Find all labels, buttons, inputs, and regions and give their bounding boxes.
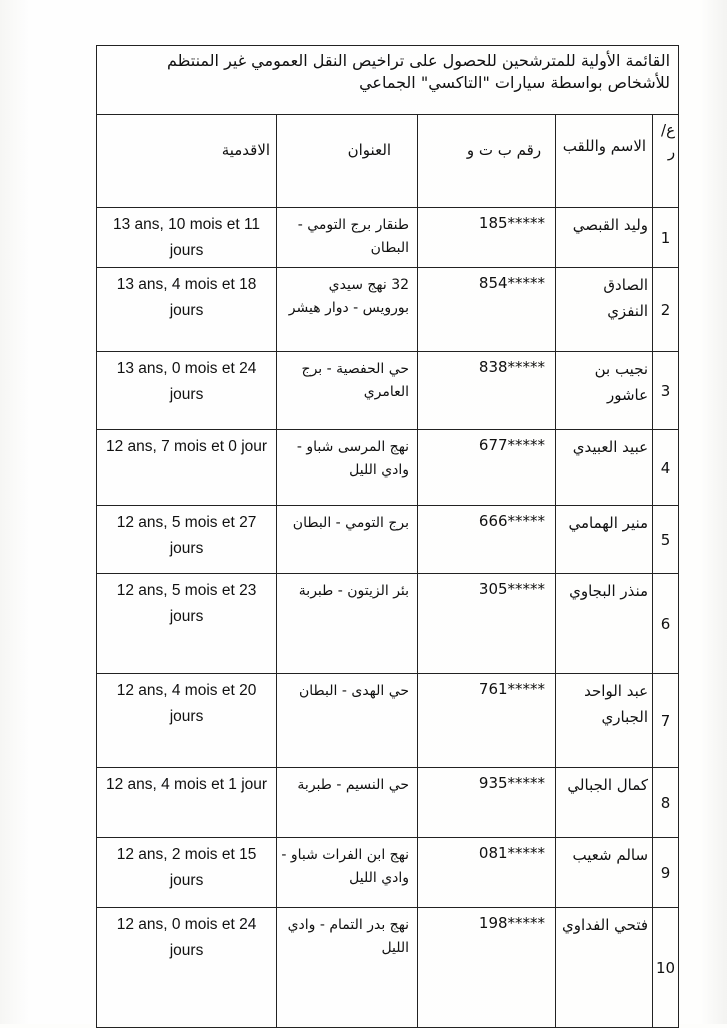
candidate-id	[418, 768, 556, 838]
table-row	[97, 674, 679, 768]
candidate-id-value: 935*****	[478, 774, 546, 792]
row-number: 6	[653, 574, 679, 674]
candidate-id	[418, 674, 556, 768]
header-seniority: الاقدمية	[97, 115, 277, 208]
candidate-address: 32 نهج سيدي بورويس - دوار هيشر	[277, 268, 418, 352]
candidate-id	[418, 506, 556, 574]
candidate-id	[418, 208, 556, 268]
row-number: 4	[653, 430, 679, 506]
candidate-name: نجيب بن عاشور	[556, 352, 653, 430]
table-row	[97, 352, 679, 430]
candidate-seniority: 13 ans, 0 mois et 24 jours	[97, 352, 277, 430]
table-row	[97, 430, 679, 506]
candidate-seniority: 12 ans, 2 mois et 15 jours	[97, 838, 277, 908]
row-number: 5	[653, 506, 679, 574]
candidate-id-value: 081*****	[478, 844, 546, 862]
candidate-id-value: 198*****	[478, 914, 546, 932]
candidate-name: عبد الواحد الجباري	[556, 674, 653, 768]
candidate-id	[418, 268, 556, 352]
candidate-name: منذر البجاوي	[556, 574, 653, 674]
candidate-id	[418, 352, 556, 430]
header-number: ع/ ر	[653, 115, 679, 208]
table-row	[97, 506, 679, 574]
candidate-seniority: 13 ans, 4 mois et 18 jours	[97, 268, 277, 352]
candidate-id-value: 305*****	[478, 580, 546, 598]
row-number: 3	[653, 352, 679, 430]
table-body	[97, 208, 679, 1028]
candidate-name: عبيد العبيدي	[556, 430, 653, 506]
candidate-name: سالم شعيب	[556, 838, 653, 908]
candidate-id-value: 838*****	[478, 358, 546, 376]
candidate-id-value: 854*****	[478, 274, 546, 292]
candidate-address: طنقار برج التومي - البطان	[277, 208, 418, 268]
candidate-address: حي الهدى - البطان	[277, 674, 418, 768]
candidate-id	[418, 838, 556, 908]
candidate-address: نهج ابن الفرات شباو - وادي الليل	[277, 838, 418, 908]
candidate-seniority: 12 ans, 5 mois et 27 jours	[97, 506, 277, 574]
candidate-name: كمال الجبالي	[556, 768, 653, 838]
table-row	[97, 574, 679, 674]
candidate-name: الصادق النفزي	[556, 268, 653, 352]
row-number: 9	[653, 838, 679, 908]
candidate-name: منير الهمامي	[556, 506, 653, 574]
candidates-table	[96, 45, 679, 1028]
candidate-id	[418, 574, 556, 674]
candidate-seniority: 12 ans, 0 mois et 24 jours	[97, 908, 277, 1028]
row-number: 8	[653, 768, 679, 838]
row-number: 10	[653, 908, 679, 1028]
table-row	[97, 268, 679, 352]
header-id: رقم ب ت و	[418, 115, 556, 208]
candidate-name: فتحي الفداوي	[556, 908, 653, 1028]
candidate-address: برج التومي - البطان	[277, 506, 418, 574]
row-number: 1	[653, 208, 679, 268]
header-address: العنوان	[277, 115, 418, 208]
row-number: 2	[653, 268, 679, 352]
table-row	[97, 838, 679, 908]
header-row	[97, 115, 679, 208]
candidate-id-value: 677*****	[478, 436, 546, 454]
candidate-id-value: 666*****	[478, 512, 546, 530]
title-row	[97, 46, 679, 115]
row-number: 7	[653, 674, 679, 768]
candidate-address: بئر الزيتون - طبربة	[277, 574, 418, 674]
candidate-id	[418, 908, 556, 1028]
candidate-seniority: 12 ans, 4 mois et 1 jour	[97, 768, 277, 838]
candidate-address: حي الحفصية - برج العامري	[277, 352, 418, 430]
candidate-id-value: 185*****	[478, 214, 546, 232]
table-row	[97, 908, 679, 1028]
candidate-seniority: 12 ans, 7 mois et 0 jour	[97, 430, 277, 506]
header-name: الاسم واللقب	[556, 115, 653, 208]
candidate-seniority: 12 ans, 4 mois et 20 jours	[97, 674, 277, 768]
candidate-address: حي النسيم - طبربة	[277, 768, 418, 838]
candidate-id	[418, 430, 556, 506]
table-row	[97, 208, 679, 268]
candidate-address: نهج المرسى شباو - وادي الليل	[277, 430, 418, 506]
document-title: القائمة الأولية للمترشحين للحصول على تراخيص النقل العمومي غير المنتظم للأشخاص بواسطة سيارات "التاكسي" الجماعي	[97, 46, 679, 115]
candidate-seniority: 12 ans, 5 mois et 23 jours	[97, 574, 277, 674]
candidate-seniority: 13 ans, 10 mois et 11 jours	[97, 208, 277, 268]
table-row	[97, 768, 679, 838]
candidate-address: نهج بدر التمام - وادي الليل	[277, 908, 418, 1028]
candidate-name: وليد القبصي	[556, 208, 653, 268]
candidate-id-value: 761*****	[478, 680, 546, 698]
